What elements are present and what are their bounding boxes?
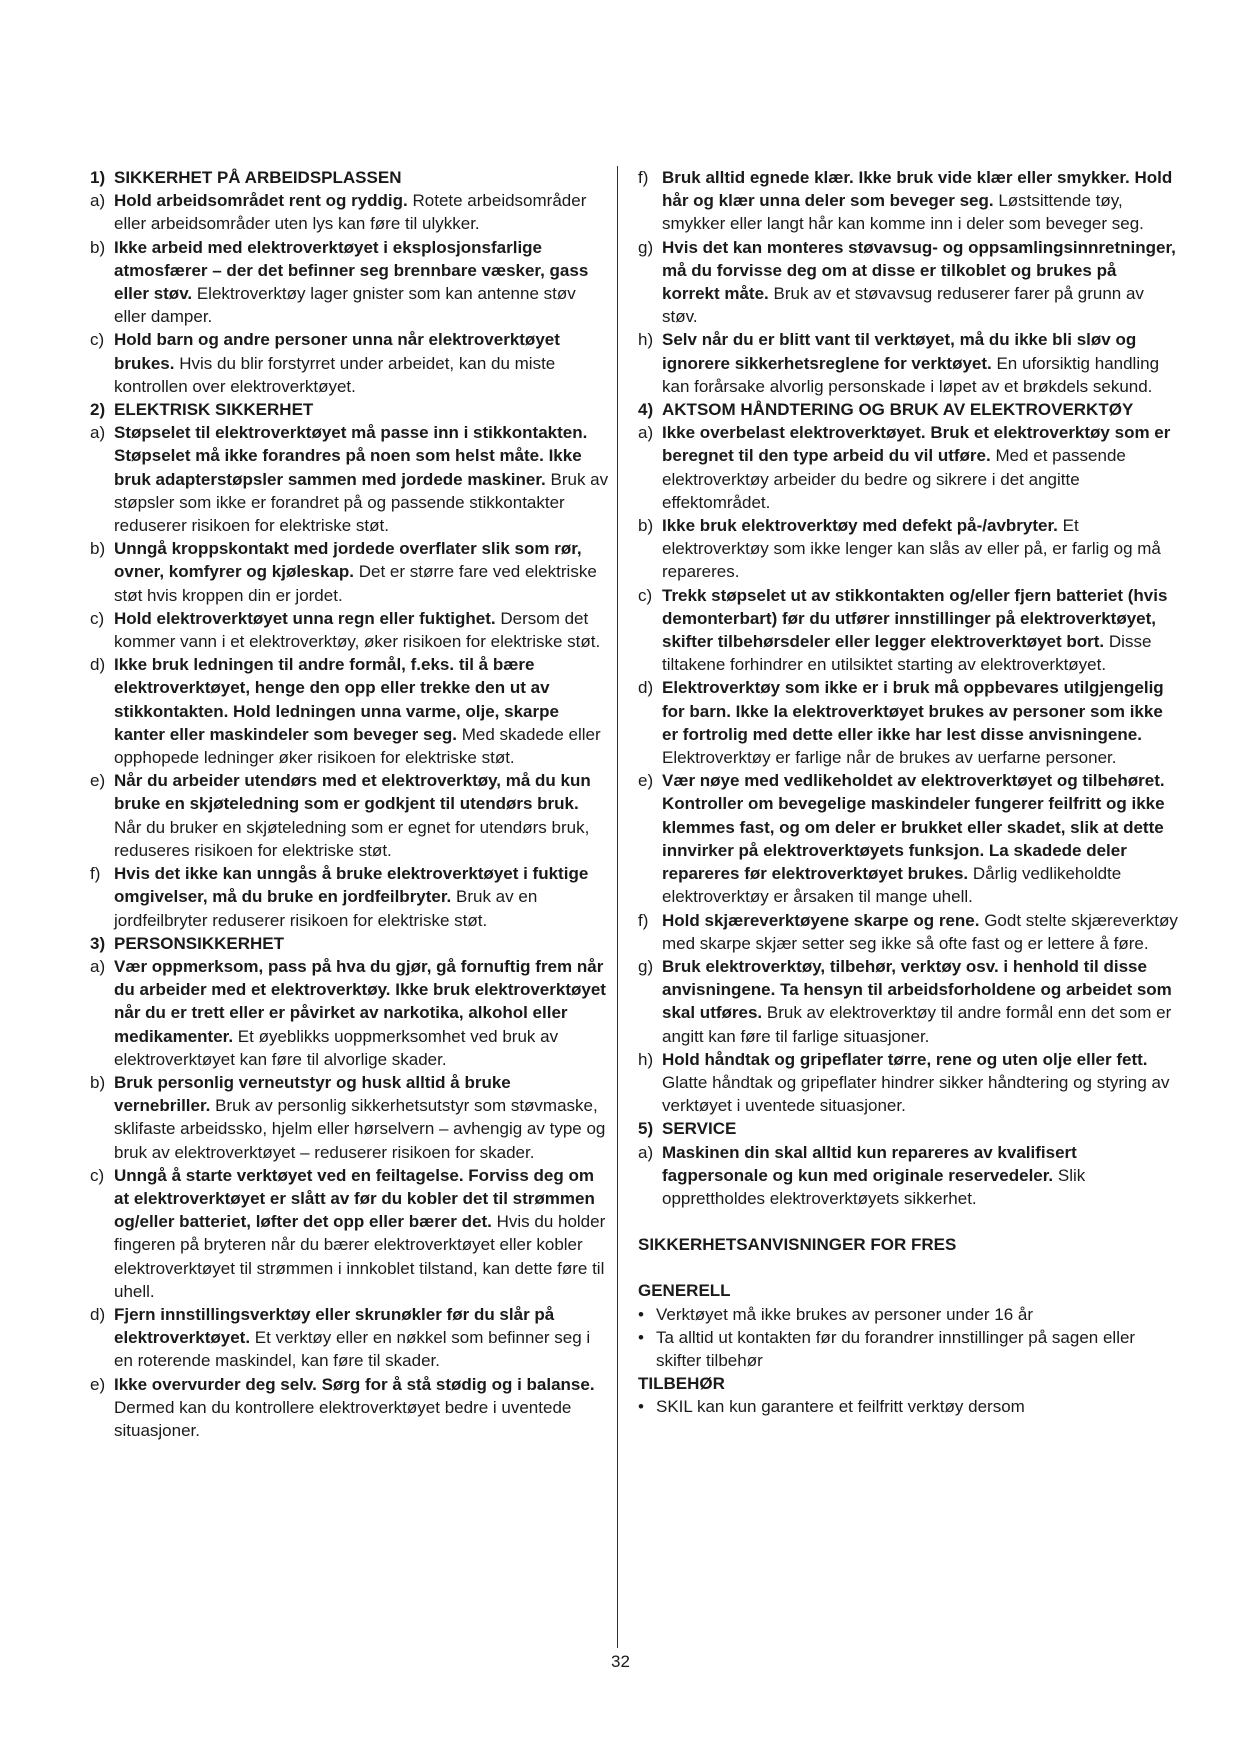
item-marker: a): [90, 423, 106, 443]
subheading: SIKKERHETSANVISNINGER FOR FRES: [638, 1235, 957, 1255]
item-text: Bruk av støpsler som ikke er forandret på og passende stikkontakter reduserer risikoen for elektriske støt.: [114, 469, 609, 536]
instruction-item: [90, 769, 610, 862]
item-text: Rotete arbeidsområder eller arbeidsområder uten lys kan føre til ulykker.: [114, 191, 587, 234]
bullet-item: [638, 1303, 1178, 1326]
instruction-item: [90, 537, 610, 607]
item-body: [662, 1048, 1178, 1118]
item-text: Bruk av et støvavsug reduserer farer på grunn av støv.: [662, 284, 1144, 327]
item-body: [662, 514, 1178, 584]
item-bold-text: Støpselet til elektroverktøyet må passe inn i stikkontakten. Støpselet må ikke forandres på noen som helst måte. Ikke bruk adapterstøpsler sammen med jordede maskiner.: [114, 423, 588, 489]
item-marker: f): [638, 910, 649, 930]
item-marker: b): [638, 516, 654, 536]
item-marker: e): [90, 1374, 106, 1394]
item-body: [114, 769, 610, 862]
bullet-item: [638, 1326, 1178, 1372]
item-body: [662, 955, 1178, 1048]
section-number: 1): [90, 168, 106, 187]
section-title: AKTSOM HÅNDTERING OG BRUK AV ELEKTROVERKTØY: [662, 400, 1134, 420]
item-body: [114, 537, 610, 607]
item-bold-text: Selv når du er blitt vant til verktøyet, må du ikke bli sløv og ignorere sikkerhetsreglene for verktøyet.: [662, 330, 1137, 373]
item-bold-text: Hold skjæreverktøyene skarpe og rene.: [662, 910, 980, 930]
bullet-icon: •: [638, 1304, 644, 1324]
item-marker: c): [90, 330, 105, 350]
item-marker: e): [638, 771, 654, 791]
item-text: Bruk av en jordfeilbryter reduserer risikoen for elektriske støt.: [114, 887, 538, 930]
item-marker: a): [638, 423, 654, 443]
item-body: [114, 189, 610, 235]
instruction-item: [638, 676, 1178, 769]
section-heading: [90, 398, 610, 421]
section-title: PERSONSIKKERHET: [114, 933, 285, 953]
column-divider: [617, 166, 618, 1648]
bullet-text: SKIL kan kun garantere et feilfritt verktøy dersom: [656, 1397, 1025, 1417]
instruction-item: [638, 584, 1178, 677]
item-text: Elektroverktøy er farlige når de brukes av uerfarne personer.: [662, 748, 1117, 768]
item-text: Løstsittende tøy, smykker eller langt hår kan komme inn i deler som beveger seg.: [662, 191, 1144, 234]
instruction-item: [638, 1048, 1178, 1118]
spacer: [638, 1210, 1178, 1233]
item-body: [114, 862, 610, 932]
item-text: Dermed kan du kontrollere elektroverktøyet bedre i uventede situasjoner.: [114, 1397, 572, 1440]
item-body: [114, 328, 610, 398]
instruction-item: [638, 1141, 1178, 1211]
instruction-item: [90, 189, 610, 235]
item-marker: c): [90, 1165, 105, 1185]
section-number: 4): [638, 400, 654, 420]
item-marker: f): [638, 168, 649, 187]
instruction-item: [90, 1303, 610, 1373]
item-body: [114, 236, 610, 329]
item-marker: d): [90, 655, 106, 675]
item-marker: c): [90, 608, 105, 628]
item-text: Med skadede eller opphopede ledninger øker risikoen for elektriske støt.: [114, 724, 601, 768]
item-body: [662, 676, 1178, 769]
item-text: Et øyeblikks uoppmerksomhet ved bruk av elektroverktøyet kan føre til alvorlige skader.: [114, 1026, 559, 1069]
item-text: Hvis du holder fingeren på bryteren når du bærer elektroverktøyet eller kobler elektroverktøyet til strømmen i innkoblet tilstand, kan dette føre til uhell.: [114, 1212, 606, 1301]
item-bold-text: Fjern innstillingsverktøy eller skrunøkler før du slår på elektroverktøyet.: [114, 1304, 555, 1348]
spacer: [638, 1256, 1178, 1279]
item-text: Glatte håndtak og gripeflater hindrer sikker håndtering og styring av verktøyet i uventede situasjoner.: [662, 1072, 1170, 1116]
item-body: [114, 1164, 610, 1303]
instruction-item: [90, 955, 610, 1071]
section-title: SERVICE: [662, 1119, 737, 1139]
instruction-item: [638, 328, 1178, 398]
item-marker: a): [90, 956, 106, 976]
item-body: [662, 1141, 1178, 1211]
instruction-item: [90, 236, 610, 329]
bullet-text: Ta alltid ut kontakten før du forandrer innstillinger på sagen eller skifter tilbehør: [656, 1327, 1136, 1370]
item-body: [662, 584, 1178, 677]
item-bold-text: Trekk støpselet ut av stikkontakten og/eller fjern batteriet (hvis demonterbart) før du utfører innstillinger på elektroverktøyet, skifter tilbehørsdeler eller legger elektroverktøyet bort.: [662, 585, 1168, 652]
item-bold-text: Hold elektroverktøyet unna regn eller fuktighet.: [114, 608, 496, 628]
item-text: Når du bruker en skjøteledning som er egnet for utendørs bruk, reduseres risikoen for elektriske støt.: [114, 817, 590, 860]
instruction-item: [90, 1373, 610, 1443]
instruction-item: [638, 955, 1178, 1048]
item-bold-text: Hold håndtak og gripeflater tørre, rene og uten olje eller fett.: [662, 1049, 1148, 1069]
item-marker: b): [90, 237, 106, 257]
instruction-item: [638, 236, 1178, 329]
instruction-item: [90, 607, 610, 653]
item-body: [662, 769, 1178, 908]
section-number: 2): [90, 400, 106, 420]
item-bold-text: Maskinen din skal alltid kun repareres av kvalifisert fagpersonale og kun med originale reservedeler.: [662, 1142, 1077, 1185]
item-bold-text: Ikke arbeid med elektroverktøyet i eksplosjonsfarlige atmosfærer – der det befinner seg brennbare væsker, gass eller støv.: [114, 237, 589, 304]
item-marker: h): [638, 1049, 654, 1069]
subheading: TILBEHØR: [638, 1374, 725, 1394]
item-bold-text: Unngå å starte verktøyet ved en feiltagelse. Forviss deg om at elektroverktøyet er slått av før du kobler det til strømmen og/eller batteriet, løfter det opp eller bærer det.: [114, 1165, 595, 1232]
instruction-item: [90, 1071, 610, 1164]
item-marker: d): [638, 678, 654, 698]
item-text: Hvis du blir forstyrret under arbeidet, kan du miste kontrollen over elektroverktøyet.: [114, 353, 556, 396]
item-bold-text: Hold barn og andre personer unna når elektroverktøyet brukes.: [114, 330, 560, 373]
item-body: [114, 1303, 610, 1373]
section-title: ELEKTRISK SIKKERHET: [114, 400, 314, 420]
section-heading: [90, 166, 610, 189]
subheading: GENERELL: [638, 1281, 731, 1301]
item-marker: a): [90, 191, 106, 211]
instruction-item: [638, 421, 1178, 514]
item-text: Dersom det kommer vann i et elektroverktøy, øker risikoen for elektriske støt.: [114, 608, 601, 652]
item-body: [662, 328, 1178, 398]
item-bold-text: Vær oppmerksom, pass på hva du gjør, gå fornuftig frem når du arbeider med et elektroverktøy. Ikke bruk elektroverktøyet når du er trett eller er påvirket av narkotika, alkohol eller medikamenter.: [114, 956, 606, 1046]
item-bold-text: Unngå kroppskontakt med jordede overflater slik som rør, ovner, komfyrer og kjøleskap.: [114, 539, 582, 582]
instruction-item: [90, 421, 610, 537]
item-marker: a): [638, 1142, 654, 1162]
item-marker: g): [638, 237, 654, 257]
left-column: [90, 166, 610, 1442]
item-bold-text: Hold arbeidsområdet rent og ryddig.: [114, 191, 408, 211]
item-marker: h): [638, 330, 654, 350]
item-text: Disse tiltakene forhindrer en utilsiktet starting av elektroverktøyet.: [662, 632, 1152, 675]
item-text: Slik opprettholdes elektroverktøyets sikkerhet.: [662, 1165, 1086, 1208]
item-body: [114, 421, 610, 537]
item-bold-text: Bruk personlig verneutstyr og husk alltid å bruke vernebriller.: [114, 1072, 511, 1116]
bullet-icon: •: [638, 1327, 644, 1347]
item-marker: c): [638, 585, 653, 605]
bullet-text: Verktøyet må ikke brukes av personer under 16 år: [656, 1304, 1034, 1324]
item-body: [662, 236, 1178, 329]
item-bold-text: Ikke bruk elektroverktøy med defekt på-/avbryter.: [662, 516, 1058, 536]
item-marker: e): [90, 771, 106, 791]
bullet-icon: •: [638, 1397, 644, 1417]
bullet-item: [638, 1395, 1178, 1418]
item-marker: b): [90, 1072, 106, 1092]
instruction-item: [638, 514, 1178, 584]
instruction-item: [90, 653, 610, 769]
item-bold-text: Elektroverktøy som ikke er i bruk må oppbevares utilgjengelig for barn. Ikke la elektroverktøyet brukes av personer som ikke er fortrolig med dette eller ikke har lest disse anvisningene.: [662, 678, 1164, 744]
instruction-item: [90, 1164, 610, 1303]
item-bold-text: Ikke bruk ledningen til andre formål, f.eks. til å bære elektroverktøyet, henge den opp eller trekke den ut av stikkontakten. Hold ledningen unna varme, olje, skarpe kanter eller maskindeler som beveger seg.: [114, 655, 559, 744]
item-body: [662, 909, 1178, 955]
item-text: Det er større fare ved elektriske støt hvis kroppen din er jordet.: [114, 562, 597, 605]
item-bold-text: Bruk alltid egnede klær. Ikke bruk vide klær eller smykker. Hold hår og klær unna deler som beveger seg.: [662, 168, 1173, 211]
item-text: Bruk av elektroverktøy til andre formål enn det som er angitt kan føre til farlige situasjoner.: [662, 1003, 1172, 1046]
item-body: [114, 1373, 610, 1443]
item-body: [114, 955, 610, 1071]
section-heading: [638, 1117, 1178, 1140]
instruction-item: [638, 166, 1178, 236]
item-body: [662, 166, 1178, 236]
item-bold-text: Ikke overvurder deg selv. Sørg for å stå stødig og i balanse.: [114, 1374, 595, 1394]
item-text: Et verktøy eller en nøkkel som befinner seg i en roterende maskindel, kan føre til skader.: [114, 1328, 591, 1371]
item-body: [114, 1071, 610, 1164]
instruction-item: [90, 328, 610, 398]
page-number: 32: [611, 1652, 630, 1671]
item-bold-text: Bruk elektroverktøy, tilbehør, verktøy osv. i henhold til disse anvisningene. Ta hensyn til arbeidsforholdene og arbeidet som skal utføres.: [662, 956, 1172, 1023]
item-text: Elektroverktøy lager gnister som kan antenne støv eller damper.: [114, 284, 576, 327]
instruction-item: [90, 862, 610, 932]
item-bold-text: Hvis det ikke kan unngås å bruke elektroverktøyet i fuktige omgivelser, må du bruke en jordfeilbryter.: [114, 864, 589, 907]
item-marker: g): [638, 956, 654, 976]
item-body: [662, 421, 1178, 514]
item-body: [114, 653, 610, 769]
section-heading: [90, 932, 610, 955]
item-text: Bruk av personlig sikkerhetsutstyr som støvmaske, sklifaste arbeidssko, hjelm eller hørselvern – avhengig av type og bruk av elektroverktøyet – reduserer risikoen for skader.: [114, 1096, 606, 1162]
item-text: Dårlig vedlikeholdte elektroverktøy er årsaken til mange uhell.: [662, 864, 1122, 907]
section-heading: [638, 398, 1178, 421]
item-text: Godt stelte skjæreverktøy med skarpe skjær setter seg ikke så ofte fast og er lettere å føre.: [662, 910, 1178, 953]
item-marker: d): [90, 1304, 106, 1324]
right-column: [638, 166, 1178, 1419]
instruction-item: [638, 769, 1178, 908]
section-title: SIKKERHET PÅ ARBEIDSPLASSEN: [114, 168, 402, 187]
item-marker: b): [90, 539, 106, 559]
item-marker: f): [90, 864, 101, 884]
section-number: 5): [638, 1119, 654, 1139]
item-bold-text: Vær nøye med vedlikeholdet av elektroverktøyet og tilbehøret. Kontroller om bevegelige maskindeler fungerer feilfritt og ikke klemmes fast, og om deler er brukket eller skadet, slik at dette innvirker på elektroverktøyets funksjon. La skadede deler repareres før elektroverktøyet brukes.: [662, 771, 1165, 884]
item-bold-text: Hvis det kan monteres støvavsug- og oppsamlingsinnretninger, må du forvisse deg om at disse er tilkoblet og brukes på korrekt måte.: [662, 237, 1176, 304]
instruction-item: [638, 909, 1178, 955]
item-bold-text: Når du arbeider utendørs med et elektroverktøy, må du kun bruke en skjøteledning som er godkjent til utendørs bruk.: [114, 771, 591, 814]
item-body: [114, 607, 610, 653]
item-bold-text: Ikke overbelast elektroverktøyet. Bruk et elektroverktøy som er beregnet til den type arbeid du vil utføre.: [662, 423, 1171, 466]
section-number: 3): [90, 933, 106, 953]
item-text: Et elektroverktøy som ikke lenger kan slås av eller på, er farlig og må repareres.: [662, 516, 1161, 582]
item-text: En uforsiktig handling kan forårsake alvorlig personskade i løpet av et brøkdels sekund.: [662, 353, 1160, 396]
item-text: Med et passende elektroverktøy arbeider du bedre og sikrere i det angitte effektområdet.: [662, 446, 1126, 512]
